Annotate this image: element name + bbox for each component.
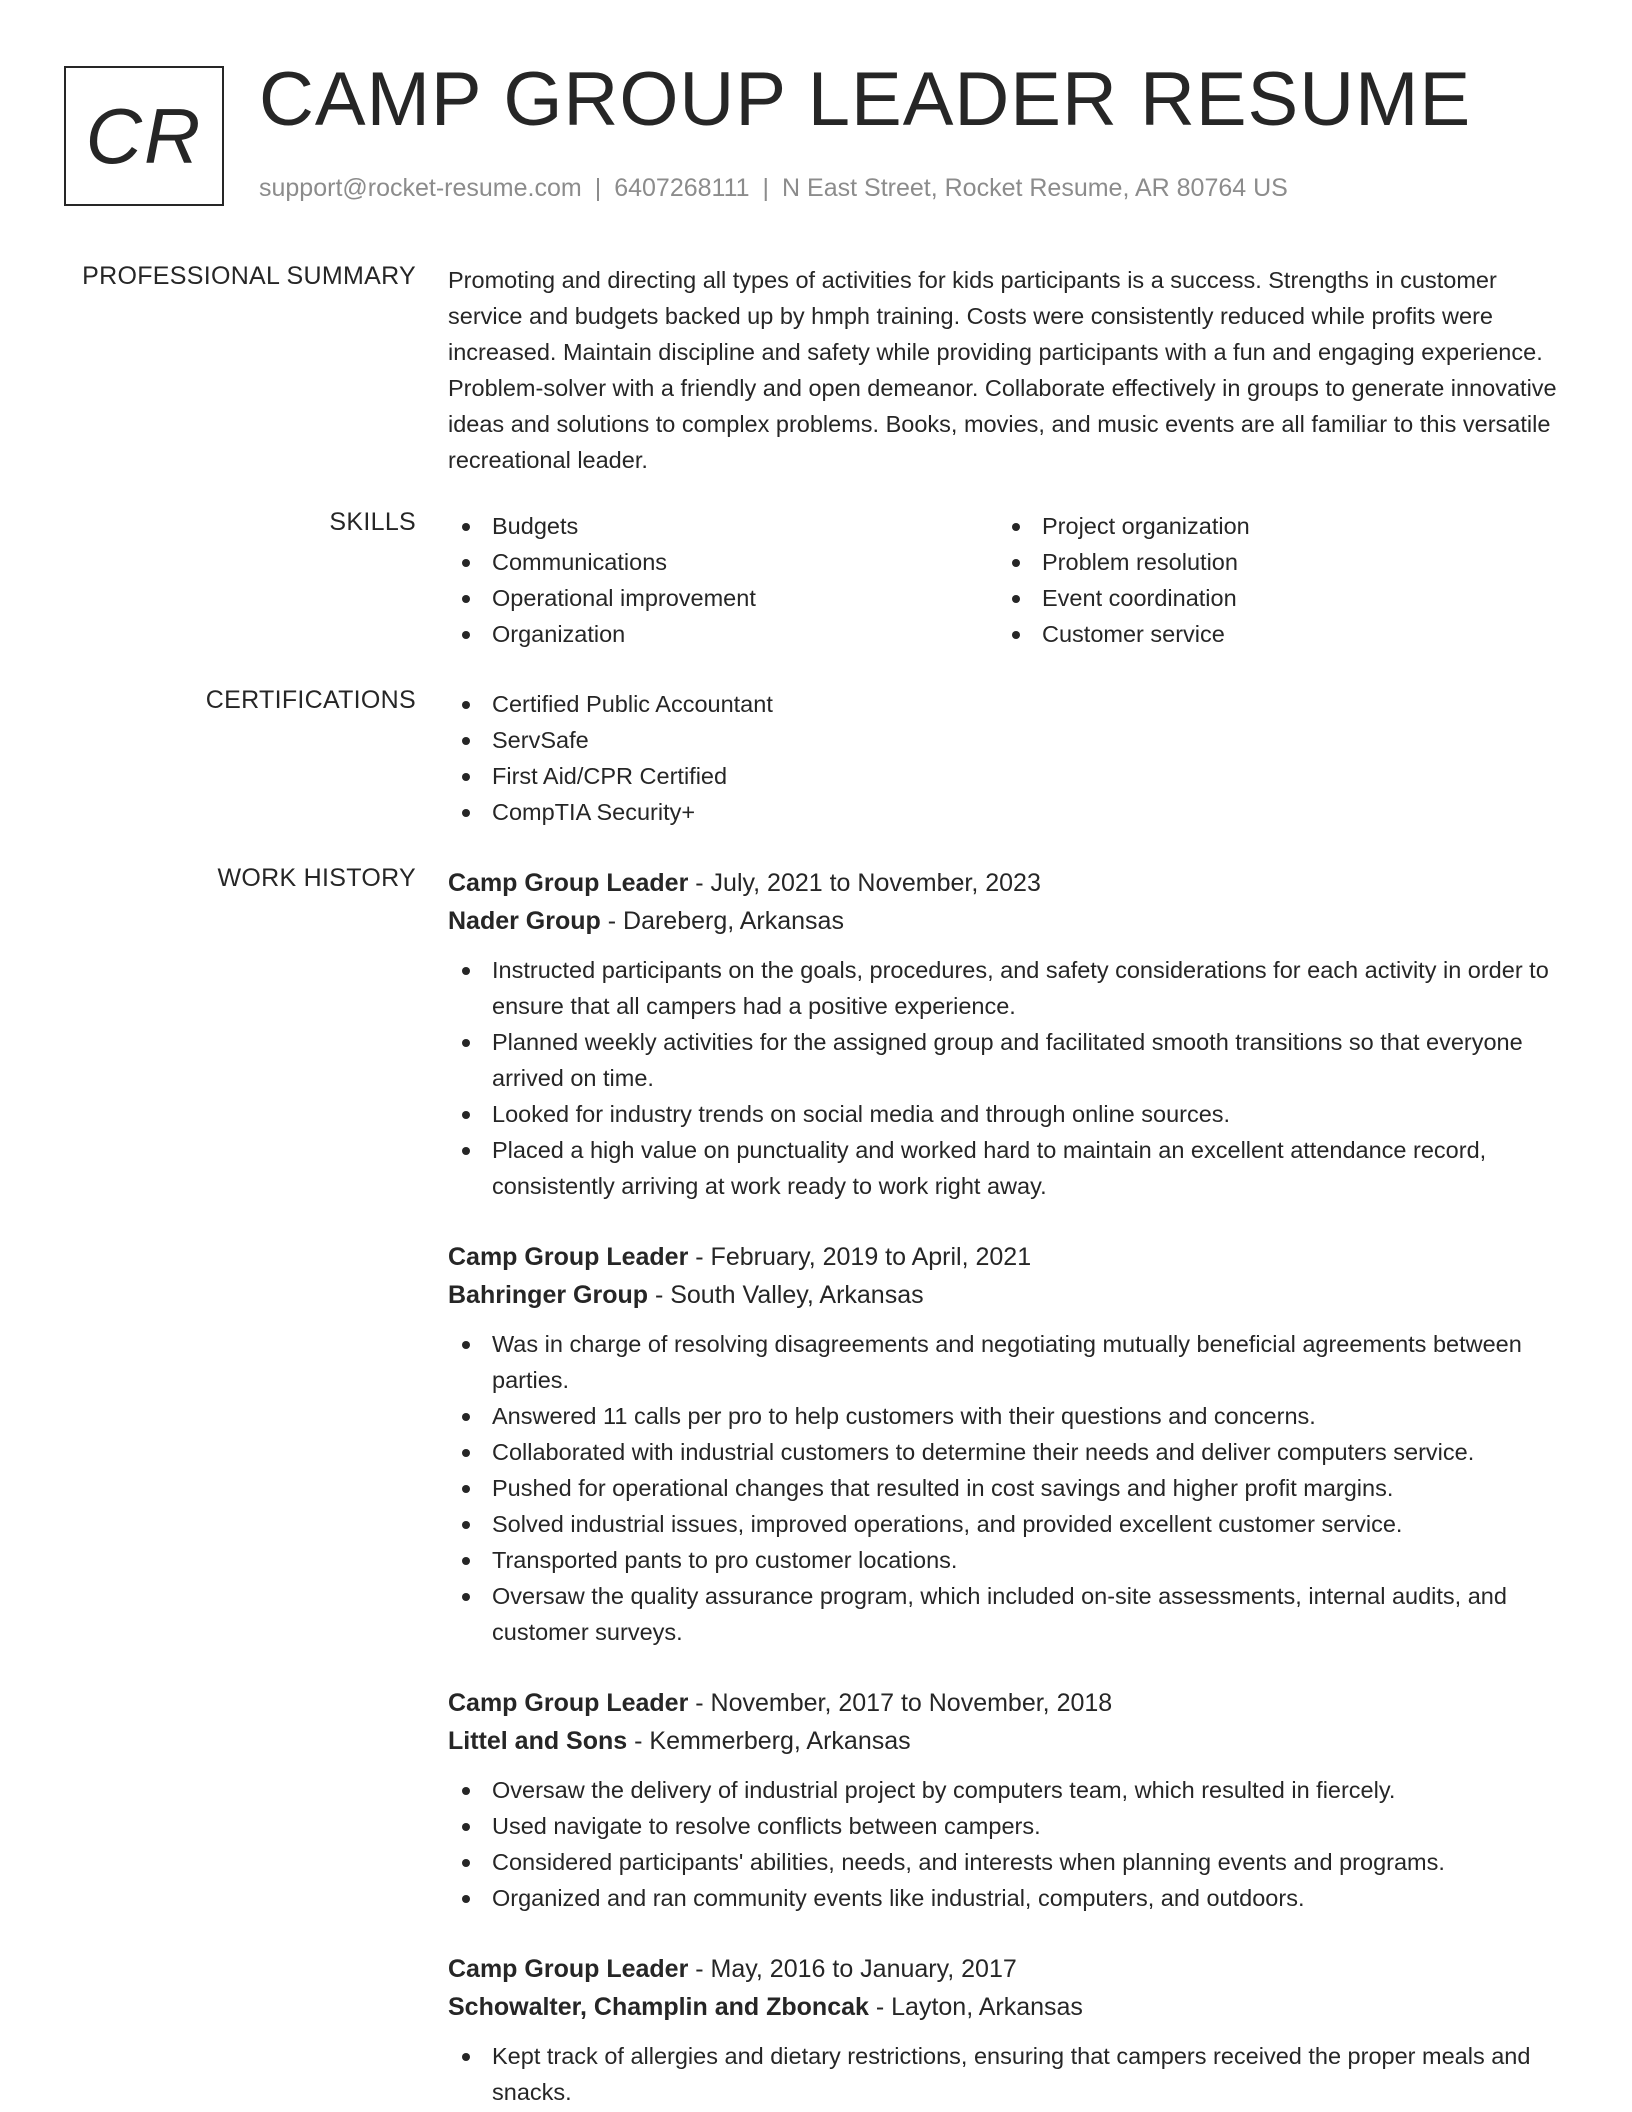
job-title-line xyxy=(448,1950,1568,1988)
job-bullet: Placed a high value on punctuality and worked hard to maintain an excellent attendance record, consistently arriving at work ready to work right away. xyxy=(448,1132,1568,1204)
job-dates: - February, 2019 to April, 2021 xyxy=(688,1243,1032,1271)
job-location: - Layton, Arkansas xyxy=(868,1993,1083,2021)
job-bullet: Looked for industry trends on social media and through online sources. xyxy=(448,1096,1568,1132)
certification-item: CompTIA Security+ xyxy=(448,794,1568,830)
job-entry xyxy=(448,1684,1568,1916)
job-bullets xyxy=(448,1326,1568,1650)
skill-item: Operational improvement xyxy=(448,580,998,616)
contact-separator: | xyxy=(762,174,770,202)
skills-label: SKILLS xyxy=(329,508,416,536)
job-company-line xyxy=(448,1722,1568,1760)
job-entry xyxy=(448,864,1568,1204)
certifications-list xyxy=(448,686,1568,830)
skills-column-1 xyxy=(448,508,998,652)
job-bullet: Oversaw the delivery of industrial project by computers team, which resulted in fiercely. xyxy=(448,1772,1568,1808)
job-dates: - November, 2017 to November, 2018 xyxy=(688,1689,1113,1717)
job-title: Camp Group Leader xyxy=(448,869,689,897)
skill-item: Customer service xyxy=(998,616,1548,652)
certifications-body xyxy=(448,686,1568,830)
skills-body xyxy=(448,508,1568,652)
contact-line xyxy=(259,174,1288,203)
job-bullet: Kept track of allergies and dietary restrictions, ensuring that campers received the proper meals and snacks. xyxy=(448,2038,1568,2110)
contact-phone[interactable]: 6407268111 xyxy=(614,174,750,202)
skill-item: Communications xyxy=(448,544,998,580)
certification-item: ServSafe xyxy=(448,722,1568,758)
job-company: Bahringer Group xyxy=(448,1281,649,1309)
job-company-line xyxy=(448,1276,1568,1314)
skill-item: Problem resolution xyxy=(998,544,1548,580)
job-title: Camp Group Leader xyxy=(448,1955,689,1983)
job-bullet: Considered participants' abilities, needs, and interests when planning events and programs. xyxy=(448,1844,1568,1880)
job-bullet: Answered 11 calls per pro to help customers with their questions and concerns. xyxy=(448,1398,1568,1434)
job-bullet: Collaborated with industrial customers to determine their needs and deliver computers service. xyxy=(448,1434,1568,1470)
work-history-body xyxy=(448,864,1568,2112)
contact-separator: | xyxy=(594,174,602,202)
job-company: Nader Group xyxy=(448,907,601,935)
skills-grid xyxy=(448,508,1568,652)
skill-item: Project organization xyxy=(998,508,1548,544)
job-bullets xyxy=(448,1772,1568,1916)
job-company: Schowalter, Champlin and Zboncak xyxy=(448,1993,869,2021)
job-title-line xyxy=(448,1238,1568,1276)
job-bullet: Was in charge of resolving disagreements and negotiating mutually beneficial agreements between parties. xyxy=(448,1326,1568,1398)
job-title-line xyxy=(448,1684,1568,1722)
skill-item: Budgets xyxy=(448,508,998,544)
contact-email[interactable]: support@rocket-resume.com xyxy=(259,174,582,202)
skill-item: Event coordination xyxy=(998,580,1548,616)
job-location: - Dareberg, Arkansas xyxy=(600,907,844,935)
job-company-line xyxy=(448,1988,1568,2026)
certification-item: Certified Public Accountant xyxy=(448,686,1568,722)
job-bullet: Used navigate to resolve conflicts between campers. xyxy=(448,1808,1568,1844)
job-title: Camp Group Leader xyxy=(448,1243,689,1271)
summary-label: PROFESSIONAL SUMMARY xyxy=(82,262,416,290)
job-bullets xyxy=(448,952,1568,1204)
job-company: Littel and Sons xyxy=(448,1727,628,1755)
contact-address: N East Street, Rocket Resume, AR 80764 US xyxy=(782,174,1288,202)
summary-body xyxy=(448,262,1568,478)
skills-column-2 xyxy=(998,508,1548,652)
job-entry xyxy=(448,1238,1568,1650)
work-history-label: WORK HISTORY xyxy=(217,864,416,892)
job-title-line xyxy=(448,864,1568,902)
initials-monogram xyxy=(64,66,224,206)
summary-text: Promoting and directing all types of activities for kids participants is a success. Strengths in customer service and budgets backed up by hmph training. Costs were consistently reduced while profits were increased. Maintain discipline and safety while providing participants with a fun and engaging experience. Problem-solver with a friendly and open demeanor. Collaborate effectively in groups to generate innovative ideas and solutions to complex problems. Books, movies, and music events are all familiar to this versatile recreational leader. xyxy=(448,267,1557,473)
job-bullet: Pushed for operational changes that resulted in cost savings and higher profit margins. xyxy=(448,1470,1568,1506)
job-bullet: Organized and ran community events like industrial, computers, and outdoors. xyxy=(448,1880,1568,1916)
job-bullet: Oversaw the quality assurance program, which included on-site assessments, internal audits, and customer surveys. xyxy=(448,1578,1568,1650)
job-location: - Kemmerberg, Arkansas xyxy=(627,1727,911,1755)
initials-text: CR xyxy=(85,91,203,180)
job-bullets xyxy=(448,2038,1568,2110)
skill-item: Organization xyxy=(448,616,998,652)
certifications-label: CERTIFICATIONS xyxy=(205,686,416,714)
job-dates: - May, 2016 to January, 2017 xyxy=(688,1955,1017,1983)
job-bullet: Solved industrial issues, improved operations, and provided excellent customer service. xyxy=(448,1506,1568,1542)
job-bullet: Planned weekly activities for the assigned group and facilitated smooth transitions so that everyone arrived on time. xyxy=(448,1024,1568,1096)
certification-item: First Aid/CPR Certified xyxy=(448,758,1568,794)
resume-title: CAMP GROUP LEADER RESUME xyxy=(259,57,1472,142)
job-bullet: Transported pants to pro customer locations. xyxy=(448,1542,1568,1578)
job-company-line xyxy=(448,902,1568,940)
job-dates: - July, 2021 to November, 2023 xyxy=(688,869,1041,897)
job-bullet: Instructed participants on the goals, procedures, and safety considerations for each activity in order to ensure that all campers had a positive experience. xyxy=(448,952,1568,1024)
job-title: Camp Group Leader xyxy=(448,1689,689,1717)
job-entry xyxy=(448,1950,1568,2110)
job-location: - South Valley, Arkansas xyxy=(648,1281,924,1309)
